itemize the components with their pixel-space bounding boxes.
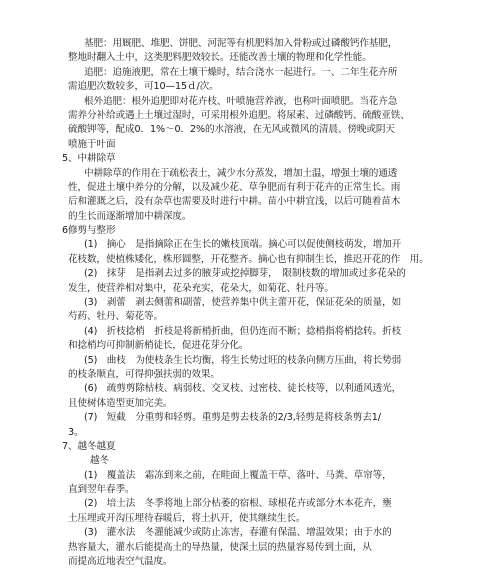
text-line: 且使树体造型更加完美。	[68, 397, 173, 409]
text-line: (1) 覆盖法 霜冻到来之前，在畦面上覆盖干草、落叶、马粪、草帘等，	[84, 469, 392, 481]
text-line: 的生长而逐渐增加中耕深度。	[68, 210, 192, 222]
text-line: (3) 灌水法 冬灌能减少或防止冻害，春灌有保温、增温效果；由于水的	[84, 527, 392, 539]
text-line: 土压埋或开沟压埋待春暖后，将土扒开，使其继续生长。	[68, 512, 306, 524]
text-line: (3) 剥蕾 剥去侧蕾和副蕾，使营养集中供主蕾开花，保证花朵的质量，如	[84, 297, 402, 308]
text-line: 热容量大，灌水后能提高土的导热量，使深土层的热量容易传到土面，从	[68, 541, 372, 553]
text-line: (2) 抹芽 是指剥去过多的腋芽或挖掉脚芽， 限制枝数的增加或过多花朵的	[84, 268, 406, 280]
text-line: (6) 疏剪剪除枯枝、病弱枝、交叉枝、过密枝、徒长枝等，以利通风透光，	[84, 383, 402, 395]
text-line: 性，促进土壤中养分的分解，以及减少花、草争肥而有利于花卉的正常生长。雨	[68, 181, 401, 193]
text-line: 而提高近地表空气温度。	[68, 556, 173, 567]
text-line: 根外追肥：根外追肥即对花卉枝、叶喷施营养液，也称叶面喷肥。当花卉急	[84, 95, 398, 107]
text-line: 整地时翻入土中，这类肥料肥效较长。还能改善土壤的物理和化学性能。	[68, 52, 372, 64]
text-line: 花枝数，使植株矮化，株形圆整，开花整齐。摘心也有抑制生长，推迟开花的作 用。	[68, 253, 429, 265]
text-line: (4) 折枝捻梢 折枝是将新梢折曲，但仍连而不断；捻梢指将梢捻转。折枝	[84, 325, 402, 337]
section-heading: 5、中耕除草	[62, 153, 116, 165]
text-line: 直到翌年春季。	[68, 484, 135, 496]
text-line: (2) 培土法 冬季将地上部分枯萎的宿根、球根花卉或部分木本花卉，壅	[84, 498, 392, 510]
text-line: 后和灌溉之后，没有杂草也需要及时进行中耕。苗小中耕宜浅，以后可随着苗木	[68, 196, 401, 208]
text-line: 和捻梢均可抑制新梢徒长，促进花芽分化。	[68, 340, 249, 352]
text-line: (1) 摘心 是指摘除正在生长的嫩枝顶端。摘心可以促使侧枝萌发，增加开	[84, 239, 402, 251]
text-line: 的枝条顺直，可得抑强扶弱的效果。	[68, 368, 220, 380]
text-line: 硫酸钾等，配成0．1%～0．2%的水溶液，在无风或微风的清晨、傍晚或阴天	[68, 124, 395, 136]
section-heading: 6修剪与整形	[62, 225, 116, 237]
text-line: 芍药、牡丹、菊花等。	[68, 311, 163, 323]
text-line: 发生，使营养相对集中，花朵充实，花朵大，如菊花、牡丹等。	[68, 282, 334, 294]
text-line: (7) 短截 分重剪和轻剪。重剪是剪去枝条的2/3,轻剪是将枝条剪去1/	[84, 412, 381, 424]
text-line: 中耕除草的作用在于疏松表土，减少水分蒸发，增加土温，增强土壤的通透	[84, 167, 398, 179]
section-heading: 7、越冬越夏	[62, 440, 116, 452]
text-line: 基肥：用厩肥、堆肥、饼肥、河泥等有机肥料加入骨粉或过磷酸钙作基肥，	[84, 38, 398, 49]
text-line: 需养分补给或遇上土壤过湿时，可采用根外追肥。将尿素、过磷酸钙、硫酸亚铁、	[68, 109, 410, 121]
text-line: 追肥：追施液肥，常在土壤干燥时，结合浇水一起进行。一、二年生花卉所	[84, 66, 398, 78]
text-line: 喷施于叶面	[68, 138, 116, 150]
text-line: (5) 曲枝 为使枝条生长均衡，将生长势过旺的枝条向侧方压曲，将长势弱	[84, 354, 402, 366]
text-line: 需追肥次数较多，可10—15ｄ/次。	[68, 81, 219, 93]
text-line: 3。	[68, 426, 84, 438]
subsection-heading: 越冬	[90, 455, 109, 467]
